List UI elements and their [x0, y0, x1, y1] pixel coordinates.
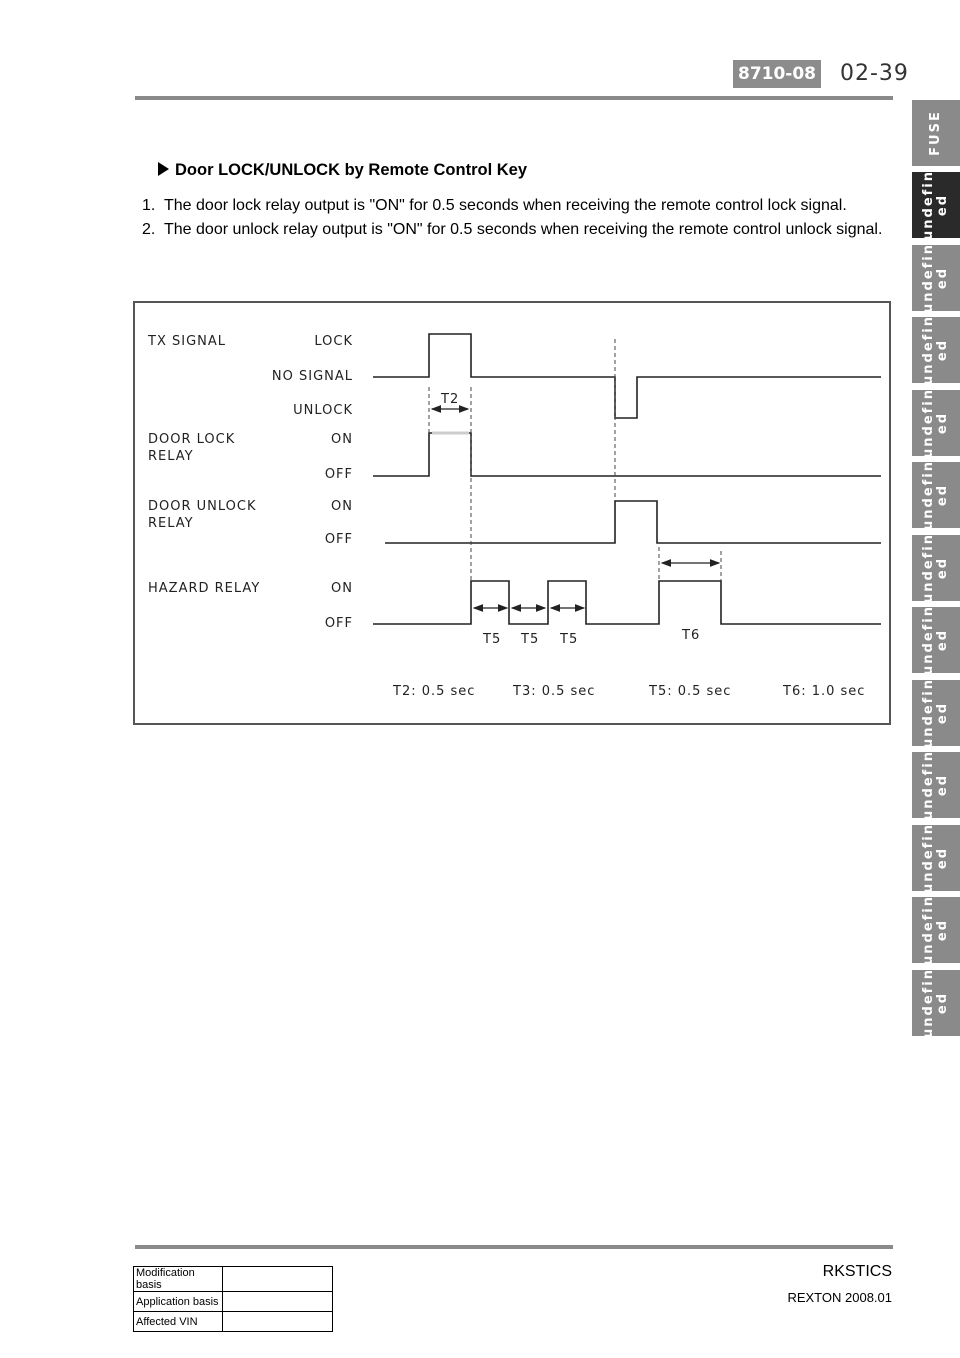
door-lock-relay-label: RELAY — [148, 449, 194, 464]
legend-t6: T6: 1.0 sec — [783, 684, 866, 699]
footer-rule — [135, 1245, 893, 1249]
legend-t3: T3: 0.5 sec — [513, 684, 596, 699]
legend-t2: T2: 0.5 sec — [393, 684, 476, 699]
tab-9[interactable]: undefin ed — [912, 752, 960, 818]
tab-6[interactable]: undefin ed — [912, 535, 960, 601]
door-unlock-waveform — [385, 501, 881, 543]
timing-diagram — [133, 301, 891, 725]
door-unlock-label: DOOR UNLOCK — [148, 499, 257, 514]
description-list — [142, 194, 887, 242]
tab-7[interactable]: undefin ed — [912, 607, 960, 673]
door-lock-on-label: ON — [331, 432, 353, 447]
unlock-label: UNLOCK — [293, 403, 353, 418]
tab-5[interactable]: undefin ed — [912, 462, 960, 528]
t2-label: T2 — [441, 392, 460, 407]
triangle-bullet-icon — [158, 162, 169, 176]
hazard-off-label: OFF — [324, 616, 353, 631]
section-title: Door LOCK/UNLOCK by Remote Control Key — [158, 161, 527, 180]
t5-label: T5 — [521, 632, 540, 647]
door-lock-off-label: OFF — [324, 467, 353, 482]
timing-diagram-svg — [135, 303, 889, 723]
tab-4[interactable]: undefin ed — [912, 390, 960, 456]
tab-fuse[interactable]: FUSE — [912, 100, 960, 166]
tab-8[interactable]: undefin ed — [912, 680, 960, 746]
modification-basis-value — [223, 1267, 333, 1292]
hazard-waveform — [373, 581, 881, 624]
tab-2[interactable]: undefin ed — [912, 245, 960, 311]
list-item: 2. The door unlock relay output is "ON" for 0.5 seconds when receiving the remote control unlock signal. — [142, 221, 883, 238]
t5-label: T5 — [560, 632, 579, 647]
page-number: 02-39 — [840, 61, 909, 86]
no-signal-label: NO SIGNAL — [271, 369, 353, 384]
header-rule — [135, 96, 893, 100]
hazard-relay-label: HAZARD RELAY — [148, 581, 261, 596]
door-unlock-on-label: ON — [331, 499, 353, 514]
legend-t5: T5: 0.5 sec — [649, 684, 732, 699]
affected-vin-value — [223, 1312, 333, 1332]
door-unlock-relay-label: RELAY — [148, 516, 194, 531]
application-basis-value — [223, 1292, 333, 1312]
tab-3[interactable]: undefin ed — [912, 317, 960, 383]
list-item: 1. The door lock relay output is "ON" for 0.5 seconds when receiving the remote control lock signal. — [142, 197, 847, 214]
tab-10[interactable]: undefin ed — [912, 825, 960, 891]
modification-table — [133, 1266, 333, 1332]
tx-signal-label: TX SIGNAL — [148, 334, 226, 349]
hazard-on-label: ON — [331, 581, 353, 596]
door-lock-label: DOOR LOCK — [148, 432, 236, 447]
footer-rkstics: RKSTICS — [822, 1263, 892, 1280]
application-basis-label: Application basis — [134, 1292, 223, 1312]
door-lock-waveform — [373, 433, 881, 476]
section-code-badge: 8710-08 — [733, 60, 821, 88]
door-unlock-off-label: OFF — [324, 532, 353, 547]
affected-vin-label: Affected VIN — [134, 1312, 223, 1332]
lock-label: LOCK — [314, 334, 353, 349]
tab-12[interactable]: undefin ed — [912, 970, 960, 1036]
tab-11[interactable]: undefin ed — [912, 897, 960, 963]
tab-1[interactable]: undefin ed — [912, 172, 960, 238]
modification-basis-label: Modification basis — [134, 1267, 223, 1292]
footer-model-date: REXTON 2008.01 — [787, 1290, 892, 1305]
t5-label: T5 — [483, 632, 502, 647]
t6-label: T6 — [682, 628, 701, 643]
